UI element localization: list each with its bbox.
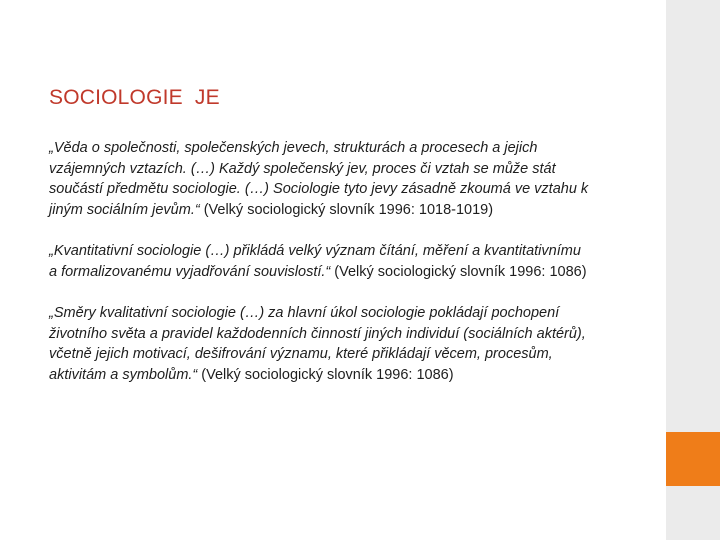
slide-title: SOCIOLOGIE JE [49,86,220,109]
citation-text: (Velký sociologický slovník 1996: 1086) [330,263,587,280]
quote-text: „Směry kvalitativní sociologie (…) za hlavní úkol sociologie pokládají pochopení životního světa a pravidel každodenních činností jiných individuí (sociálních aktérů), včetně jejich motivací, dešifrování významu, které přikládají věcem, procesům, aktivitám a symbolům.“ [49,305,586,383]
quote-text: „Věda o společnosti, společenských jevech, strukturách a procesech a jejich vzájemných vztazích. (…) Každý společenský jev, proces či vztah se může stát součástí předmětu sociologie. (…) Sociologie tyto jevy zásadně zkoumá ve vztahu k jiným sociálním jevům.“ [49,140,589,218]
citation-text: (Velký sociologický slovník 1996: 1086) [197,366,454,383]
slide-body [49,138,589,406]
paragraph-definition [49,138,589,220]
quote-text: „Kvantitativní sociologie (…) přikládá velký význam čítání, měření a kvantitativnímu a formalizovanému vyjadřování souvislostí.“ [49,243,581,280]
orange-accent-block [666,432,720,486]
paragraph-quantitative [49,241,589,282]
citation-text: (Velký sociologický slovník 1996: 1018-1019) [199,201,494,218]
paragraph-qualitative [49,303,589,385]
